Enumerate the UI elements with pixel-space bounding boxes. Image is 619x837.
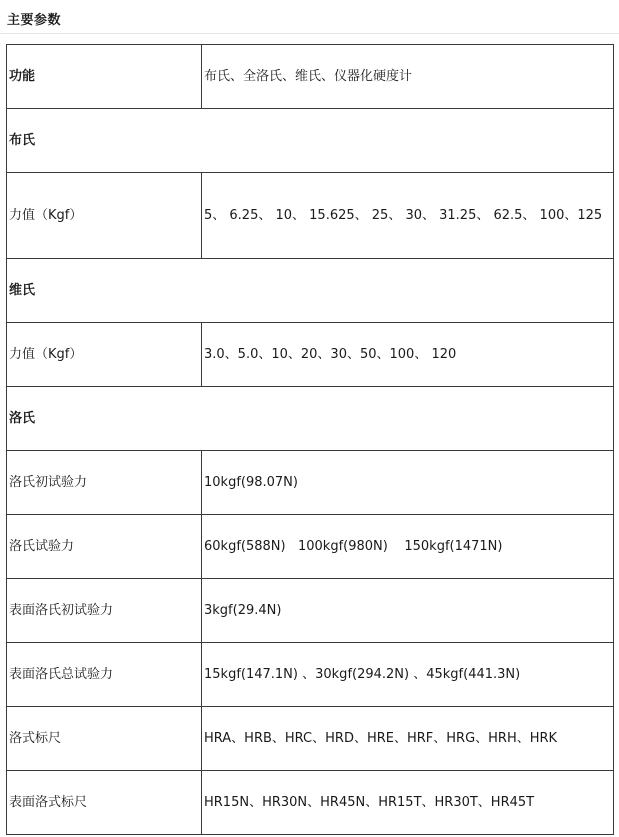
table-row: [7, 771, 614, 835]
row-label: 表面洛式标尺: [7, 771, 202, 835]
table-row: [7, 643, 614, 707]
group-heading: 布氏: [7, 109, 614, 173]
table-row: [7, 173, 614, 259]
table-row: [7, 579, 614, 643]
row-value: 60kgf(588N) 100kgf(980N) 150kgf(1471N): [202, 515, 614, 579]
row-label: 洛氏初试验力: [7, 451, 202, 515]
title-divider: [0, 33, 619, 34]
row-label: 力值（Kgf）: [7, 323, 202, 387]
row-label: 洛式标尺: [7, 707, 202, 771]
row-value: 5、 6.25、 10、 15.625、 25、 30、 31.25、 62.5、 100、125: [202, 173, 614, 259]
row-value: 3kgf(29.4N): [202, 579, 614, 643]
table-row: [7, 515, 614, 579]
table-row: [7, 45, 614, 109]
row-label: 表面洛氏总试验力: [7, 643, 202, 707]
row-value: 10kgf(98.07N): [202, 451, 614, 515]
row-value: 布氏、全洛氏、维氏、仪器化硬度计: [202, 45, 614, 109]
group-heading: 洛氏: [7, 387, 614, 451]
row-value: 15kgf(147.1N) 、30kgf(294.2N) 、45kgf(441.3N): [202, 643, 614, 707]
table-row: [7, 451, 614, 515]
parameters-table: [6, 44, 614, 835]
table-row: [7, 323, 614, 387]
table-row: [7, 387, 614, 451]
row-value: HRA、HRB、HRC、HRD、HRE、HRF、HRG、HRH、HRK: [202, 707, 614, 771]
group-heading: 维氏: [7, 259, 614, 323]
table-row: [7, 109, 614, 173]
row-value: HR15N、HR30N、HR45N、HR15T、HR30T、HR45T: [202, 771, 614, 835]
row-label: 表面洛氏初试验力: [7, 579, 202, 643]
table-row: [7, 707, 614, 771]
row-label: 洛氏试验力: [7, 515, 202, 579]
table-row: [7, 259, 614, 323]
section-title: 主要参数: [7, 13, 62, 28]
row-label: 功能: [7, 45, 202, 109]
row-value: 3.0、5.0、10、20、30、50、100、 120: [202, 323, 614, 387]
row-label: 力值（Kgf）: [7, 173, 202, 259]
